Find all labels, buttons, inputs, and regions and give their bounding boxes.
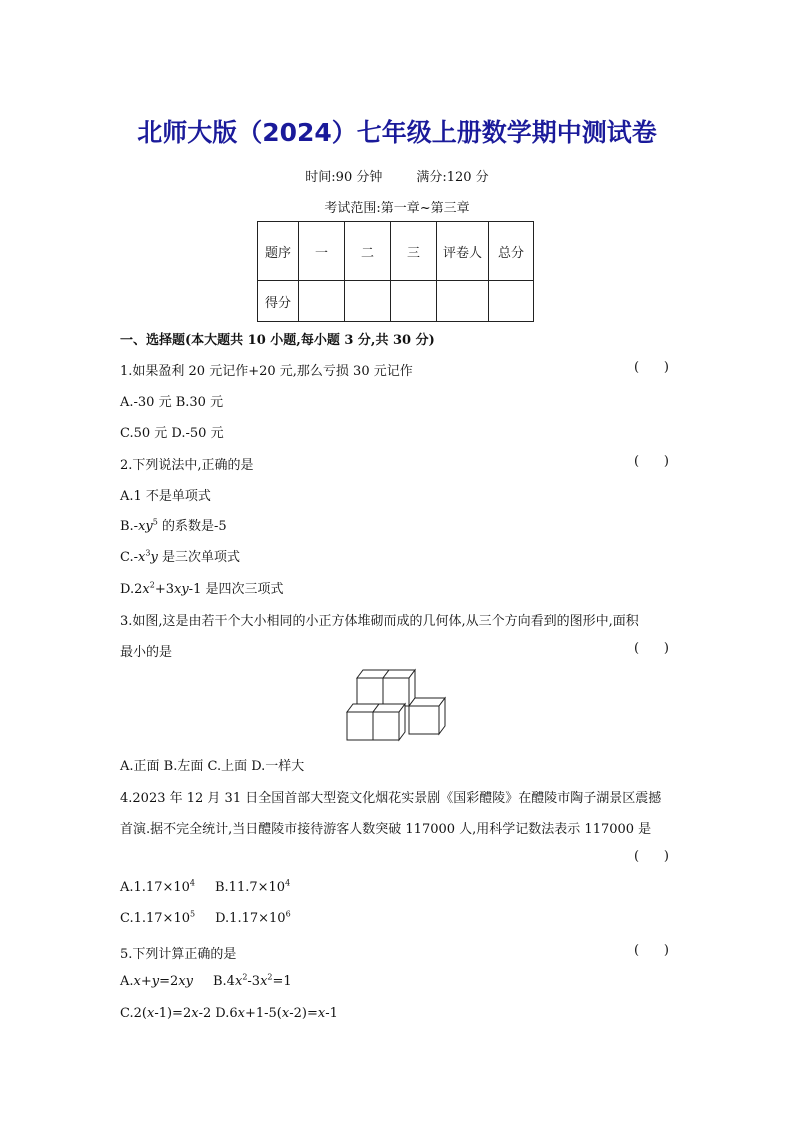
answer-blank[interactable]: ( ) — [634, 849, 669, 864]
score-table-header: 题序 — [258, 222, 299, 281]
question-2-option-b: $B.-xy^5$ 的系数是-5 — [120, 517, 227, 534]
question-2-option-c: $C.-x^3y$ 是三次单项式 — [120, 548, 240, 565]
score-table-header: 一 — [299, 222, 345, 281]
section-heading: 一、选择题(本大题共 10 小题,每小题 3 分,共 30 分) — [120, 333, 435, 348]
score-cell[interactable] — [345, 281, 391, 322]
question-1-stem: 1.如果盈利 20 元记作+20 元,那么亏损 30 元记作 — [120, 364, 413, 379]
cube — [383, 670, 415, 706]
question-4-stem: 4.2023 年 12 月 31 日全国首部大型瓷文化烟花实景剧《国彩醴陵》在醴陵市陶子湖景区震撼 — [120, 791, 662, 806]
score-table-header: 总分 — [489, 222, 534, 281]
cube — [373, 704, 405, 740]
question-5-stem: 5.下列计算正确的是 — [120, 947, 237, 962]
question-5-options: C.2(x-1)=2x-2 D.6x+1-5(x-2)=x-1 — [120, 1006, 338, 1021]
question-2-stem: 2.下列说法中,正确的是 — [120, 458, 254, 473]
exam-time: 时间:90 分钟 — [305, 170, 383, 185]
question-2-option-a: A.1 不是单项式 — [120, 489, 211, 504]
question-4-options: $A.1.17\times 10^4$ $B.11.7\times 10^4$ — [120, 878, 291, 895]
score-table-header: 二 — [345, 222, 391, 281]
score-cell[interactable] — [489, 281, 534, 322]
cube — [409, 698, 445, 734]
score-table — [257, 221, 534, 322]
answer-blank[interactable]: ( ) — [634, 454, 669, 469]
score-cell[interactable] — [391, 281, 437, 322]
question-3-stem: 3.如图,这是由若干个大小相同的小正方体堆砌而成的几何体,从三个方向看到的图形中,面积 — [120, 614, 639, 629]
answer-blank[interactable]: ( ) — [634, 943, 669, 958]
exam-scope: 考试范围:第一章~第三章 — [324, 201, 470, 216]
question-5-options: A.x+y=2xy $B.4x^2-3x^2=1$ — [120, 972, 292, 989]
score-cell[interactable] — [299, 281, 345, 322]
question-3-stem: 最小的是 — [120, 645, 173, 660]
question-2-option-d: $D.2x^2+3xy-1$ 是四次三项式 — [120, 580, 284, 597]
cube-stack-figure — [345, 666, 449, 744]
score-table-header: 评卷人 — [437, 222, 489, 281]
question-4-options: $C.1.17\times 10^5$ $D.1.17\times 10^6$ — [120, 909, 291, 926]
question-3-options: A.正面 B.左面 C.上面 D.一样大 — [120, 759, 305, 774]
question-1-options: C.50 元 D.-50 元 — [120, 426, 224, 441]
score-row-label: 得分 — [258, 281, 299, 322]
answer-blank[interactable]: ( ) — [634, 360, 669, 375]
page-title: 北师大版（2024）七年级上册数学期中测试卷 — [137, 118, 657, 147]
score-table-header: 三 — [391, 222, 437, 281]
exam-info-line — [0, 166, 794, 185]
question-1-options: A.-30 元 B.30 元 — [120, 395, 224, 410]
question-4-stem: 首演.据不完全统计,当日醴陵市接待游客人数突破 117000 人,用科学记数法表示 117000 是 — [120, 822, 652, 837]
score-cell[interactable] — [437, 281, 489, 322]
answer-blank[interactable]: ( ) — [634, 641, 669, 656]
exam-full-score: 满分:120 分 — [416, 170, 489, 185]
